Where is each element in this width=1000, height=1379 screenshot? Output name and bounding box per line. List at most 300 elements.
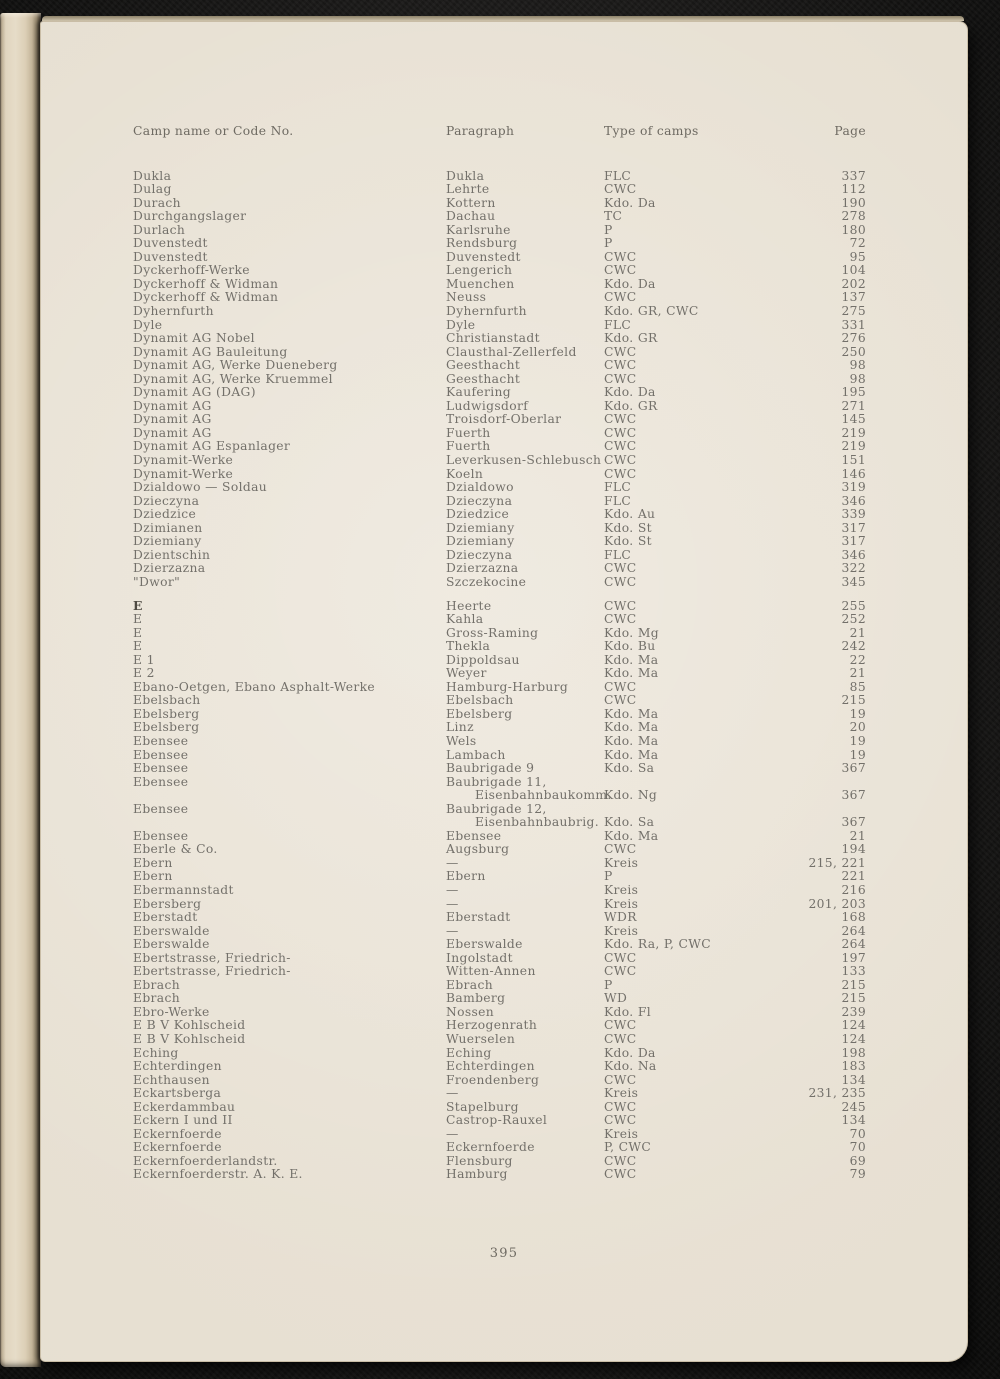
- cell-type-of-camps: Kdo. Ng: [604, 788, 658, 803]
- index-row: [133, 1168, 866, 1182]
- cell-page: 331: [841, 317, 866, 332]
- index-row: [133, 898, 866, 912]
- cell-paragraph: Lehrte: [446, 182, 490, 197]
- index-row: [133, 170, 866, 184]
- cell-camp-name: Echthausen: [133, 1072, 210, 1087]
- cell-paragraph: Eckernfoerde: [446, 1140, 535, 1155]
- cell-paragraph: Thekla: [446, 639, 491, 654]
- cell-paragraph: Wels: [446, 733, 477, 748]
- index-row: [133, 454, 866, 468]
- cell-camp-name: Dzimianen: [133, 520, 203, 535]
- cell-type-of-camps: Kdo. Da: [604, 195, 656, 210]
- cell-type-of-camps: CWC: [604, 453, 637, 468]
- cell-paragraph: Gross-Raming: [446, 625, 539, 640]
- header-paragraph: Paragraph: [446, 124, 515, 138]
- cell-page: 250: [841, 344, 866, 359]
- cell-camp-name: Ebensee: [133, 733, 189, 748]
- cell-camp-name: Dzierzazna: [133, 561, 206, 576]
- cell-page: 151: [841, 453, 866, 468]
- cell-type-of-camps: FLC: [604, 493, 632, 508]
- index-row: [133, 535, 866, 549]
- index-row: [133, 440, 866, 454]
- cell-camp-name: Dynamit AG, Werke Kruemmel: [133, 371, 333, 386]
- index-row: [133, 803, 866, 817]
- cell-page: 180: [841, 222, 866, 237]
- cell-type-of-camps: Kdo. GR, CWC: [604, 304, 699, 319]
- cell-type-of-camps: CWC: [604, 249, 637, 264]
- cell-camp-name: Eberswalde: [133, 923, 210, 938]
- index-row: [133, 468, 866, 482]
- cell-page: 112: [841, 182, 866, 197]
- cell-type-of-camps: Kdo. Mg: [604, 625, 659, 640]
- cell-page: 85: [849, 679, 866, 694]
- page-number: 395: [489, 1246, 519, 1261]
- cell-camp-name: Duvenstedt: [133, 249, 208, 264]
- cell-type-of-camps: Kreis: [604, 923, 639, 938]
- cell-paragraph: Kottern: [446, 195, 496, 210]
- cell-paragraph: Dyhernfurth: [446, 304, 527, 319]
- cell-type-of-camps: FLC: [604, 317, 632, 332]
- index-row: [133, 1006, 866, 1020]
- index-row: [133, 549, 866, 563]
- index-row: [133, 1141, 866, 1155]
- cell-type-of-camps: CWC: [604, 290, 637, 305]
- cell-paragraph: Herzogenrath: [446, 1018, 538, 1033]
- cell-camp-name: E B V Kohlscheid: [133, 1032, 246, 1046]
- cell-paragraph: Hamburg: [446, 1167, 508, 1182]
- cell-paragraph: Rendsburg: [446, 236, 518, 251]
- cell-camp-name: E 2: [133, 666, 155, 681]
- cell-page: 245: [841, 1099, 866, 1114]
- index-row: [133, 332, 866, 346]
- cell-type-of-camps: CWC: [604, 598, 637, 613]
- cell-paragraph: Bamberg: [446, 991, 506, 1006]
- index-row: [133, 830, 866, 844]
- index-row: [133, 495, 866, 509]
- cell-camp-name: Dynamit AG: [133, 425, 212, 440]
- cell-camp-name: Eberswalde: [133, 937, 210, 952]
- cell-camp-name: Ebermannstadt: [133, 882, 234, 897]
- cell-type-of-camps: CWC: [604, 425, 637, 440]
- cell-camp-name: Ebern: [133, 869, 173, 884]
- index-row: [133, 508, 866, 522]
- cell-paragraph: Christianstadt: [446, 331, 540, 346]
- cell-camp-name: Eberstadt: [133, 910, 198, 925]
- header-camp-name: Camp name or Code No.: [133, 124, 294, 138]
- cell-camp-name: Eckernfoerderstr. A. K. E.: [133, 1167, 303, 1182]
- cell-type-of-camps: Kreis: [604, 896, 639, 911]
- cell-paragraph: Echterdingen: [446, 1059, 535, 1074]
- cell-page: 221: [841, 869, 866, 884]
- cell-camp-name: Ebelsbach: [133, 693, 201, 708]
- cell-paragraph: Froendenberg: [446, 1072, 540, 1087]
- cell-paragraph: Geesthacht: [446, 358, 521, 373]
- index-row: [133, 1047, 866, 1061]
- cell-paragraph: Clausthal-Zellerfeld: [446, 344, 577, 359]
- cell-paragraph: —: [446, 923, 459, 938]
- cell-page: 195: [841, 385, 866, 400]
- cell-camp-name: Ebelsberg: [133, 720, 200, 735]
- cell-page: 145: [841, 412, 866, 427]
- index-row: [133, 1155, 866, 1169]
- cell-page: 133: [841, 964, 866, 979]
- cell-page: 367: [841, 788, 866, 803]
- cell-paragraph: —: [446, 896, 459, 911]
- cell-camp-name: Dyckerhoff & Widman: [133, 276, 279, 291]
- cell-type-of-camps: CWC: [604, 1153, 637, 1168]
- cell-page: 79: [849, 1167, 866, 1182]
- cell-page: 197: [841, 950, 866, 965]
- cell-paragraph: Eisenbahnbaukomm.: [475, 788, 612, 803]
- cell-camp-name: Eckernfoerde: [133, 1140, 222, 1155]
- cell-type-of-camps: Kdo. Sa: [604, 815, 655, 830]
- cell-paragraph: Dziemiany: [446, 534, 515, 549]
- index-row: [133, 667, 866, 681]
- cell-page: 339: [841, 507, 866, 522]
- cell-page: 215: [841, 991, 866, 1006]
- index-row: [133, 627, 866, 641]
- index-row: [133, 613, 866, 627]
- index-row: [133, 1074, 866, 1088]
- cell-camp-name: Ebensee: [133, 761, 189, 776]
- cell-paragraph: Fuerth: [446, 439, 491, 454]
- cell-page: 215: [841, 693, 866, 708]
- cell-camp-name: Eckernfoerderlandstr.: [133, 1153, 278, 1168]
- cell-camp-name: E 1: [133, 652, 155, 667]
- cell-page: 104: [841, 263, 866, 278]
- cell-page: 367: [841, 761, 866, 776]
- index-row: [133, 183, 866, 197]
- index-row: [133, 735, 866, 749]
- index-table-body: [133, 170, 866, 1182]
- index-row: [133, 694, 866, 708]
- cell-camp-name: E: [133, 639, 143, 654]
- cell-camp-name: Ebensee: [133, 828, 189, 843]
- cell-type-of-camps: CWC: [604, 561, 637, 576]
- cell-paragraph: Kahla: [446, 612, 484, 627]
- cell-type-of-camps: Kdo. Ma: [604, 720, 659, 735]
- cell-camp-name: "Dwor": [133, 574, 181, 589]
- cell-paragraph: Fuerth: [446, 425, 491, 440]
- cell-type-of-camps: Kreis: [604, 882, 639, 897]
- cell-page: 198: [841, 1045, 866, 1060]
- index-row: [133, 938, 866, 952]
- cell-type-of-camps: FLC: [604, 168, 632, 183]
- cell-type-of-camps: CWC: [604, 412, 637, 427]
- cell-paragraph: Dziedzice: [446, 507, 510, 522]
- cell-paragraph: —: [446, 882, 459, 897]
- cell-camp-name: Dynamit AG, Werke Dueneberg: [133, 358, 338, 373]
- cell-page: 21: [849, 625, 866, 640]
- cell-type-of-camps: Kdo. Da: [604, 385, 656, 400]
- cell-type-of-camps: CWC: [604, 1072, 637, 1087]
- cell-page: 276: [841, 331, 866, 346]
- cell-page: 72: [849, 236, 866, 251]
- cell-page: 134: [841, 1113, 866, 1128]
- index-row: [133, 749, 866, 763]
- cell-type-of-camps: Kdo. Bu: [604, 639, 656, 654]
- cell-type-of-camps: Kdo. GR: [604, 398, 658, 413]
- index-row: [133, 992, 866, 1006]
- cell-type-of-camps: CWC: [604, 574, 637, 589]
- cell-paragraph: Ebrach: [446, 977, 493, 992]
- cell-page: 337: [841, 168, 866, 183]
- index-row: [133, 911, 866, 925]
- cell-type-of-camps: TC: [604, 209, 623, 224]
- cell-page: 215, 221: [808, 855, 866, 870]
- index-row: [133, 776, 866, 790]
- cell-paragraph: Leverkusen-Schlebusch: [446, 453, 602, 468]
- index-row: [133, 197, 866, 211]
- cell-page: 319: [841, 480, 866, 495]
- cell-page: 216: [841, 882, 866, 897]
- cell-paragraph: Hamburg-Harburg: [446, 679, 569, 694]
- index-row: [133, 599, 866, 614]
- index-row: [133, 522, 866, 536]
- cell-type-of-camps: CWC: [604, 439, 637, 454]
- index-row: [133, 427, 866, 441]
- cell-paragraph: Ludwigsdorf: [446, 398, 529, 413]
- cell-page: 219: [841, 439, 866, 454]
- cell-paragraph: Muenchen: [446, 276, 515, 291]
- index-row: [133, 884, 866, 898]
- index-row: [133, 251, 866, 265]
- cell-paragraph: Ebelsberg: [446, 706, 513, 721]
- index-row: [133, 952, 866, 966]
- cell-paragraph: Eching: [446, 1045, 492, 1060]
- cell-type-of-camps: P: [604, 869, 613, 884]
- cell-page: 95: [849, 249, 866, 264]
- cell-camp-name: Dynamit AG: [133, 398, 212, 413]
- index-row: [133, 305, 866, 319]
- index-row: [133, 681, 866, 695]
- cell-type-of-camps: CWC: [604, 693, 637, 708]
- cell-type-of-camps: CWC: [604, 1167, 637, 1182]
- index-row: [133, 1087, 866, 1101]
- cell-type-of-camps: CWC: [604, 1032, 637, 1046]
- cell-camp-name: Ebelsberg: [133, 706, 200, 721]
- cell-camp-name: Eching: [133, 1045, 179, 1060]
- index-row: [133, 654, 866, 668]
- cell-camp-name: Eckern I und II: [133, 1113, 233, 1128]
- cell-camp-name: Dukla: [133, 168, 172, 183]
- cell-page: 146: [841, 466, 866, 481]
- cell-type-of-camps: Kdo. Ma: [604, 652, 659, 667]
- cell-type-of-camps: Kreis: [604, 1126, 639, 1141]
- cell-type-of-camps: CWC: [604, 950, 637, 965]
- index-row: [133, 965, 866, 979]
- cell-type-of-camps: WDR: [604, 910, 637, 925]
- cell-camp-name: Dziemiany: [133, 534, 202, 549]
- index-row: [133, 762, 866, 776]
- cell-type-of-camps: Kdo. St: [604, 520, 652, 535]
- cell-camp-name: Durchgangslager: [133, 209, 247, 224]
- cell-paragraph: Duvenstedt: [446, 249, 521, 264]
- cell-camp-name: Dynamit AG (DAG): [133, 385, 256, 400]
- cell-page: 98: [849, 371, 866, 386]
- cell-page: 242: [841, 639, 866, 654]
- cell-camp-name: E B V Kohlscheid: [133, 1018, 246, 1033]
- cell-paragraph: Stapelburg: [446, 1099, 519, 1114]
- cell-camp-name: Dynamit AG Bauleitung: [133, 344, 288, 359]
- cell-paragraph: Flensburg: [446, 1153, 513, 1168]
- cell-paragraph: Kaufering: [446, 385, 512, 400]
- cell-type-of-camps: Kdo. Ma: [604, 828, 659, 843]
- cell-page: 322: [841, 561, 866, 576]
- cell-paragraph: Ingolstadt: [446, 950, 513, 965]
- index-row: [133, 870, 866, 884]
- cell-page: 255: [841, 598, 866, 613]
- cell-paragraph: Dziemiany: [446, 520, 515, 535]
- camp-index-table: [133, 125, 866, 1182]
- index-row: [133, 640, 866, 654]
- cell-camp-name: Eberle & Co.: [133, 842, 218, 857]
- cell-type-of-camps: Kdo. Fl: [604, 1004, 651, 1019]
- cell-type-of-camps: FLC: [604, 480, 632, 495]
- cell-paragraph: Ebelsbach: [446, 693, 514, 708]
- cell-camp-name: Ebertstrasse, Friedrich-: [133, 950, 291, 965]
- cell-type-of-camps: CWC: [604, 358, 637, 373]
- cell-camp-name: Dyle: [133, 317, 163, 332]
- cell-type-of-camps: Kdo. Ma: [604, 706, 659, 721]
- cell-paragraph: Karlsruhe: [446, 222, 511, 237]
- index-row: [133, 210, 866, 224]
- index-row: [133, 1101, 866, 1115]
- cell-type-of-camps: CWC: [604, 612, 637, 627]
- cell-page: 70: [849, 1140, 866, 1155]
- index-row: [133, 843, 866, 857]
- cell-paragraph: Eisenbahnbaubrig.: [475, 815, 599, 830]
- index-row: [133, 481, 866, 495]
- index-row: [133, 1060, 866, 1074]
- cell-type-of-camps: CWC: [604, 1099, 637, 1114]
- cell-paragraph: Troisdorf-Oberlar: [446, 412, 562, 427]
- cell-page: 271: [841, 398, 866, 413]
- cell-paragraph: Dippoldsau: [446, 652, 520, 667]
- cell-paragraph: Dzierzazna: [446, 561, 519, 576]
- cell-camp-name: Dyhernfurth: [133, 304, 214, 319]
- cell-type-of-camps: P: [604, 236, 613, 251]
- cell-page: 317: [841, 520, 866, 535]
- cell-type-of-camps: Kdo. Ra, P, CWC: [604, 937, 712, 952]
- cell-page: 317: [841, 534, 866, 549]
- cell-camp-name: Eckartsberga: [133, 1086, 222, 1101]
- index-row: [133, 346, 866, 360]
- cell-page: 69: [849, 1153, 866, 1168]
- cell-paragraph: Dukla: [446, 168, 485, 183]
- index-row: [133, 816, 866, 830]
- index-row: [133, 576, 866, 590]
- cell-page: 19: [849, 733, 866, 748]
- index-row: [133, 264, 866, 278]
- header-type-of-camps: Type of camps: [604, 124, 699, 138]
- cell-camp-name: Dziedzice: [133, 507, 197, 522]
- cell-camp-name: Ebrach: [133, 977, 180, 992]
- cell-page: 264: [841, 937, 866, 952]
- cell-page: 134: [841, 1072, 866, 1087]
- cell-camp-name: Dynamit AG Espanlager: [133, 439, 291, 454]
- cell-page: 19: [849, 706, 866, 721]
- cell-type-of-camps: CWC: [604, 1113, 637, 1128]
- index-row: [133, 562, 866, 576]
- cell-camp-name: Dynamit-Werke: [133, 453, 234, 468]
- header-page: Page: [834, 124, 866, 138]
- cell-page: 202: [841, 276, 866, 291]
- cell-page: 98: [849, 358, 866, 373]
- cell-camp-name: Durach: [133, 195, 181, 210]
- cell-camp-name: E: [133, 597, 143, 613]
- cell-camp-name: Echterdingen: [133, 1059, 222, 1074]
- cell-camp-name: Dzieczyna: [133, 493, 200, 508]
- index-row: [133, 237, 866, 251]
- cell-camp-name: Ebern: [133, 855, 173, 870]
- index-row: [133, 291, 866, 305]
- cell-page: 346: [841, 547, 866, 562]
- cell-page: 21: [849, 666, 866, 681]
- cell-paragraph: Weyer: [446, 666, 487, 681]
- index-row: [133, 1128, 866, 1142]
- cell-page: 137: [841, 290, 866, 305]
- index-row: [133, 224, 866, 238]
- index-row: [133, 400, 866, 414]
- cell-paragraph: Dyle: [446, 317, 476, 332]
- cell-paragraph: Lambach: [446, 747, 506, 762]
- cell-type-of-camps: CWC: [604, 1018, 637, 1033]
- cell-paragraph: Dachau: [446, 209, 496, 224]
- cell-type-of-camps: Kreis: [604, 855, 639, 870]
- index-row: [133, 708, 866, 722]
- cell-page: 201, 203: [808, 896, 866, 911]
- cell-type-of-camps: Kdo. Da: [604, 276, 656, 291]
- cell-paragraph: Eberswalde: [446, 937, 523, 952]
- cell-camp-name: Dynamit AG Nobel: [133, 331, 255, 346]
- cell-page: 20: [849, 720, 866, 735]
- cell-camp-name: Dyckerhoff-Werke: [133, 263, 250, 278]
- cell-paragraph: Ebensee: [446, 828, 502, 843]
- cell-page: 21: [849, 828, 866, 843]
- cell-type-of-camps: WD: [604, 991, 628, 1006]
- cell-camp-name: E: [133, 625, 143, 640]
- index-row: [133, 789, 866, 803]
- cell-paragraph: Nossen: [446, 1004, 495, 1019]
- cell-camp-name: Dzientschin: [133, 547, 211, 562]
- cell-camp-name: Ebrach: [133, 991, 180, 1006]
- cell-paragraph: Castrop-Rauxel: [446, 1113, 548, 1128]
- index-row: [133, 925, 866, 939]
- book-page-edges: [0, 13, 41, 1367]
- cell-camp-name: Ebensee: [133, 747, 189, 762]
- cell-page: 252: [841, 612, 866, 627]
- cell-page: 219: [841, 425, 866, 440]
- cell-paragraph: Szczekocine: [446, 574, 527, 589]
- cell-type-of-camps: Kreis: [604, 1086, 639, 1101]
- cell-type-of-camps: Kdo. Ma: [604, 747, 659, 762]
- cell-type-of-camps: Kdo. Ma: [604, 733, 659, 748]
- cell-camp-name: Dyckerhoff & Widman: [133, 290, 279, 305]
- cell-paragraph: Baubrigade 11,: [446, 774, 547, 789]
- index-row: [133, 359, 866, 373]
- cell-type-of-camps: FLC: [604, 547, 632, 562]
- cell-page: 239: [841, 1004, 866, 1019]
- cell-page: 70: [849, 1126, 866, 1141]
- cell-camp-name: E: [133, 612, 143, 627]
- index-row: [133, 386, 866, 400]
- cell-page: 367: [841, 815, 866, 830]
- cell-paragraph: Wuerselen: [446, 1032, 516, 1046]
- cell-type-of-camps: P: [604, 222, 613, 237]
- cell-page: 215: [841, 977, 866, 992]
- book-page: [40, 21, 968, 1362]
